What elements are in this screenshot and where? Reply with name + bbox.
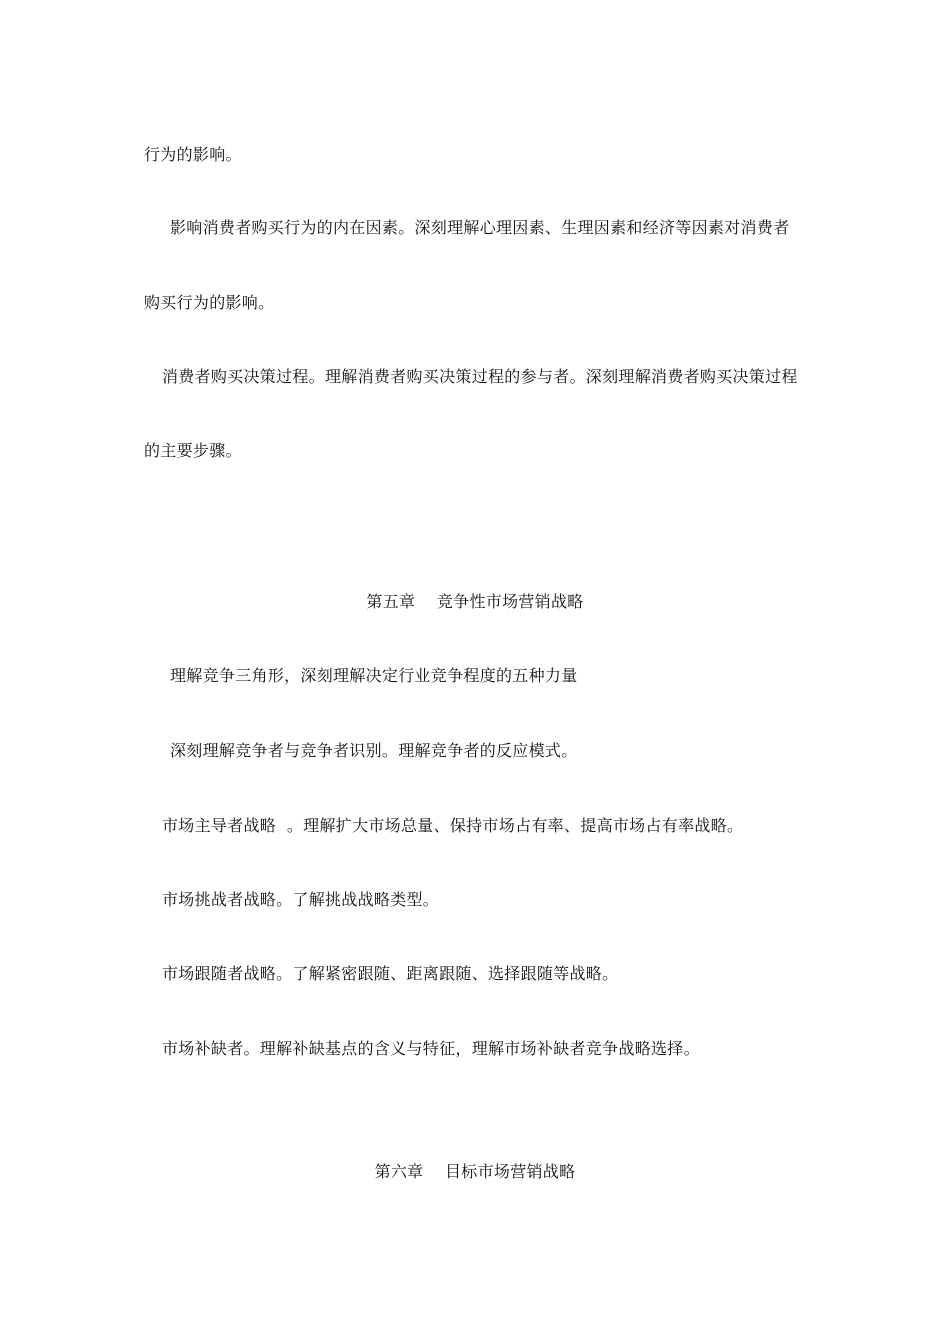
paragraph-line: 购买行为的影响。 xyxy=(144,293,275,312)
paragraph-line: 市场挑战者战略。了解挑战战略类型。 xyxy=(162,890,440,909)
paragraph-line: 的主要步骤。 xyxy=(144,441,242,460)
paragraph-line: 深刻理解竞争者与竞争者识别。理解竞争者的反应模式。 xyxy=(170,741,578,760)
paragraph-line: 市场补缺者。理解补缺基点的含义与特征，理解市场补缺者竞争战略选择。 xyxy=(162,1039,700,1058)
paragraph-continuation: 行为的影响。 xyxy=(144,145,242,164)
chapter-heading: 第六章 目标市场营销战略 xyxy=(374,1162,576,1181)
paragraph-line: 影响消费者购买行为的内在因素。深刻理解心理因素、生理因素和经济等因素对消费者 xyxy=(170,218,790,237)
paragraph-line: 市场主导者战略 。理解扩大市场总量、保持市场占有率、提高市场占有率战略。 xyxy=(162,816,744,835)
chapter-heading: 第五章 竞争性市场营销战略 xyxy=(366,592,584,611)
paragraph-line: 市场跟随者战略。了解紧密跟随、距离跟随、选择跟随等战略。 xyxy=(162,964,619,983)
paragraph-line: 消费者购买决策过程。理解消费者购买决策过程的参与者。深刻理解消费者购买决策过程 xyxy=(162,367,798,386)
paragraph-line: 理解竞争三角形，深刻理解决定行业竞争程度的五种力量 xyxy=(170,666,578,685)
